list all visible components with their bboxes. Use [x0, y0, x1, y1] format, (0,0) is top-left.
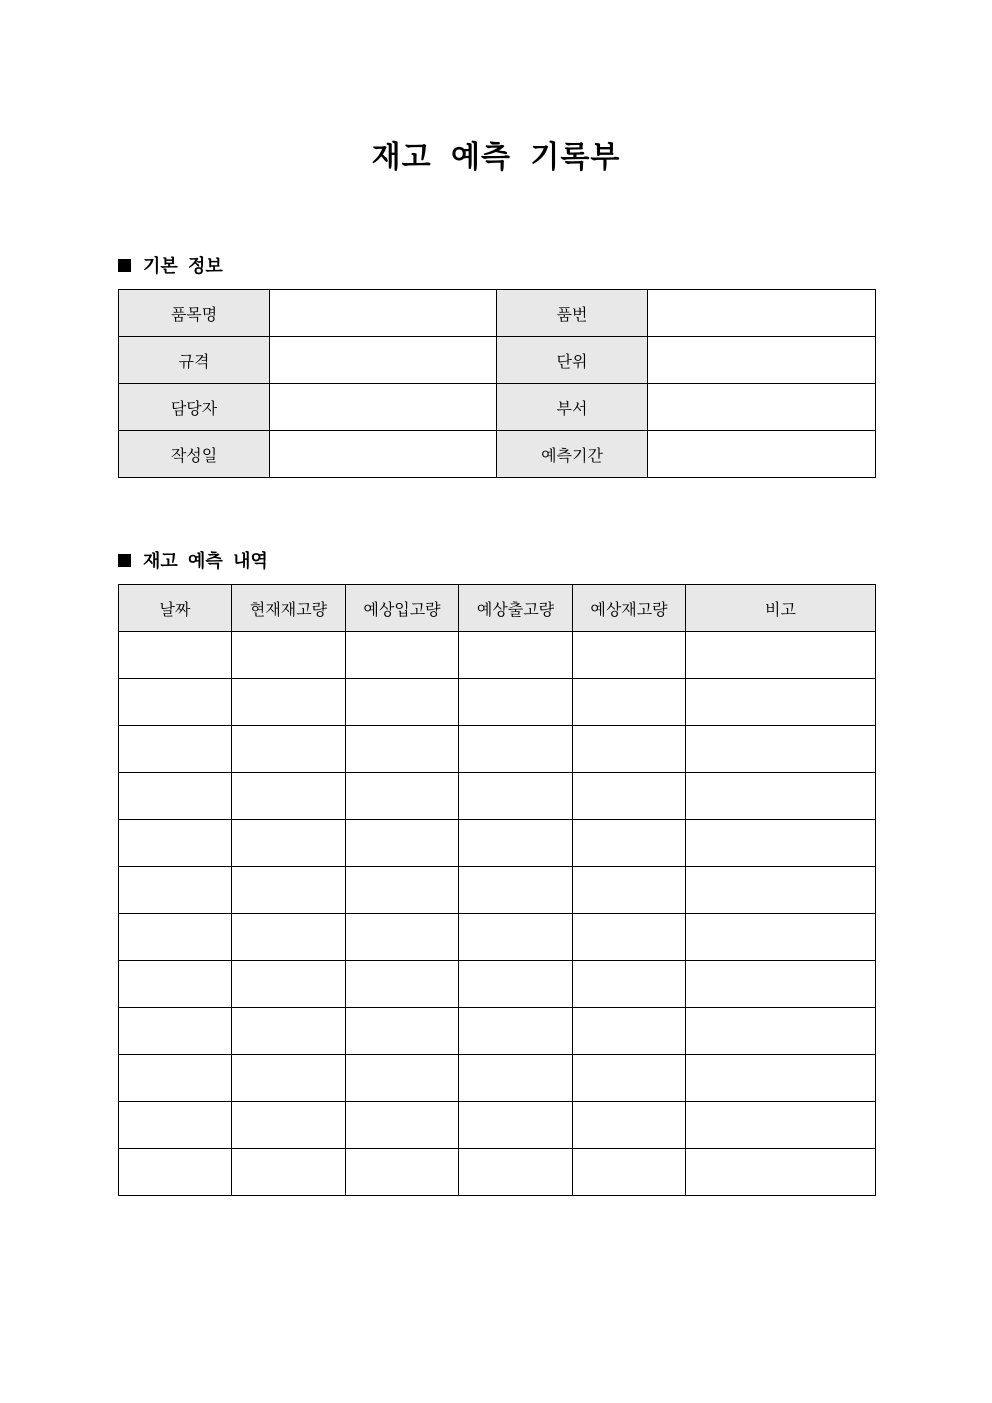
expected-inbound-cell[interactable]: [346, 1055, 459, 1102]
field-label-unit: 단위: [497, 337, 648, 384]
field-label-manager: 담당자: [119, 384, 270, 431]
remarks-cell[interactable]: [686, 1008, 876, 1055]
current-stock-cell[interactable]: [232, 1008, 346, 1055]
column-header-expected-stock: 예상재고량: [573, 585, 686, 632]
expected-stock-cell[interactable]: [573, 773, 686, 820]
date-cell[interactable]: [119, 726, 232, 773]
expected-outbound-cell[interactable]: [459, 867, 573, 914]
table-row: [119, 726, 876, 773]
table-row: [119, 1149, 876, 1196]
section-heading-basic-info: [118, 252, 223, 278]
expected-outbound-cell[interactable]: [459, 1008, 573, 1055]
expected-stock-cell[interactable]: [573, 914, 686, 961]
date-cell[interactable]: [119, 914, 232, 961]
expected-stock-cell[interactable]: [573, 1149, 686, 1196]
table-row: [119, 632, 876, 679]
date-cell[interactable]: [119, 1149, 232, 1196]
table-row: [119, 867, 876, 914]
expected-stock-cell[interactable]: [573, 1102, 686, 1149]
expected-stock-cell[interactable]: [573, 632, 686, 679]
table-row: [119, 961, 876, 1008]
basic-info-table: [118, 289, 876, 478]
expected-outbound-cell[interactable]: [459, 1055, 573, 1102]
table-row: [119, 820, 876, 867]
expected-stock-cell[interactable]: [573, 679, 686, 726]
date-cell[interactable]: [119, 1102, 232, 1149]
field-value-item-number[interactable]: [648, 290, 876, 337]
expected-inbound-cell[interactable]: [346, 1102, 459, 1149]
remarks-cell[interactable]: [686, 867, 876, 914]
table-row: [119, 290, 876, 337]
expected-stock-cell[interactable]: [573, 961, 686, 1008]
page-title: 재고 예측 기록부: [371, 140, 621, 175]
expected-inbound-cell[interactable]: [346, 820, 459, 867]
remarks-cell[interactable]: [686, 820, 876, 867]
column-header-remarks: 비고: [686, 585, 876, 632]
field-value-date-written[interactable]: [270, 431, 497, 478]
date-cell[interactable]: [119, 867, 232, 914]
field-label-spec: 규격: [119, 337, 270, 384]
current-stock-cell[interactable]: [232, 961, 346, 1008]
date-cell[interactable]: [119, 632, 232, 679]
remarks-cell[interactable]: [686, 961, 876, 1008]
expected-outbound-cell[interactable]: [459, 820, 573, 867]
expected-outbound-cell[interactable]: [459, 961, 573, 1008]
field-label-date-written: 작성일: [119, 431, 270, 478]
field-value-manager[interactable]: [270, 384, 497, 431]
expected-stock-cell[interactable]: [573, 1008, 686, 1055]
field-label-department: 부서: [497, 384, 648, 431]
field-label-item-number: 품번: [497, 290, 648, 337]
date-cell[interactable]: [119, 1008, 232, 1055]
remarks-cell[interactable]: [686, 773, 876, 820]
remarks-cell[interactable]: [686, 679, 876, 726]
remarks-cell[interactable]: [686, 1102, 876, 1149]
table-row: [119, 431, 876, 478]
expected-inbound-cell[interactable]: [346, 679, 459, 726]
current-stock-cell[interactable]: [232, 773, 346, 820]
expected-inbound-cell[interactable]: [346, 867, 459, 914]
current-stock-cell[interactable]: [232, 679, 346, 726]
current-stock-cell[interactable]: [232, 632, 346, 679]
current-stock-cell[interactable]: [232, 726, 346, 773]
section-heading-forecast: [118, 547, 268, 573]
expected-stock-cell[interactable]: [573, 1055, 686, 1102]
column-header-date: 날짜: [119, 585, 232, 632]
table-header-row: [119, 585, 876, 632]
field-label-item-name: 품목명: [119, 290, 270, 337]
section-heading-label: 기본 정보: [143, 256, 223, 277]
current-stock-cell[interactable]: [232, 867, 346, 914]
current-stock-cell[interactable]: [232, 1055, 346, 1102]
field-value-unit[interactable]: [648, 337, 876, 384]
expected-stock-cell[interactable]: [573, 867, 686, 914]
field-label-forecast-period: 예측기간: [497, 431, 648, 478]
field-value-item-name[interactable]: [270, 290, 497, 337]
table-row: [119, 337, 876, 384]
remarks-cell[interactable]: [686, 726, 876, 773]
expected-outbound-cell[interactable]: [459, 914, 573, 961]
remarks-cell[interactable]: [686, 914, 876, 961]
table-row: [119, 679, 876, 726]
column-header-expected-outbound: 예상출고량: [459, 585, 573, 632]
remarks-cell[interactable]: [686, 1055, 876, 1102]
expected-inbound-cell[interactable]: [346, 632, 459, 679]
forecast-table: [118, 584, 876, 1196]
table-row: [119, 1055, 876, 1102]
expected-outbound-cell[interactable]: [459, 632, 573, 679]
field-value-forecast-period[interactable]: [648, 431, 876, 478]
expected-inbound-cell[interactable]: [346, 726, 459, 773]
remarks-cell[interactable]: [686, 632, 876, 679]
date-cell[interactable]: [119, 773, 232, 820]
square-bullet-icon: [118, 259, 131, 272]
column-header-expected-inbound: 예상입고량: [346, 585, 459, 632]
current-stock-cell[interactable]: [232, 914, 346, 961]
forecast-table-body: [119, 632, 876, 1196]
expected-outbound-cell[interactable]: [459, 1149, 573, 1196]
table-row: [119, 384, 876, 431]
expected-outbound-cell[interactable]: [459, 726, 573, 773]
field-value-spec[interactable]: [270, 337, 497, 384]
current-stock-cell[interactable]: [232, 1149, 346, 1196]
expected-stock-cell[interactable]: [573, 726, 686, 773]
current-stock-cell[interactable]: [232, 820, 346, 867]
table-row: [119, 773, 876, 820]
expected-inbound-cell[interactable]: [346, 961, 459, 1008]
field-value-department[interactable]: [648, 384, 876, 431]
expected-outbound-cell[interactable]: [459, 1102, 573, 1149]
current-stock-cell[interactable]: [232, 1102, 346, 1149]
table-row: [119, 1102, 876, 1149]
date-cell[interactable]: [119, 1055, 232, 1102]
expected-inbound-cell[interactable]: [346, 914, 459, 961]
date-cell[interactable]: [119, 679, 232, 726]
square-bullet-icon: [118, 554, 131, 567]
expected-stock-cell[interactable]: [573, 820, 686, 867]
expected-inbound-cell[interactable]: [346, 1008, 459, 1055]
expected-inbound-cell[interactable]: [346, 773, 459, 820]
table-row: [119, 1008, 876, 1055]
expected-outbound-cell[interactable]: [459, 773, 573, 820]
expected-inbound-cell[interactable]: [346, 1149, 459, 1196]
table-row: [119, 914, 876, 961]
column-header-current-stock: 현재재고량: [232, 585, 346, 632]
date-cell[interactable]: [119, 961, 232, 1008]
remarks-cell[interactable]: [686, 1149, 876, 1196]
date-cell[interactable]: [119, 820, 232, 867]
expected-outbound-cell[interactable]: [459, 679, 573, 726]
section-heading-label: 재고 예측 내역: [143, 551, 268, 572]
